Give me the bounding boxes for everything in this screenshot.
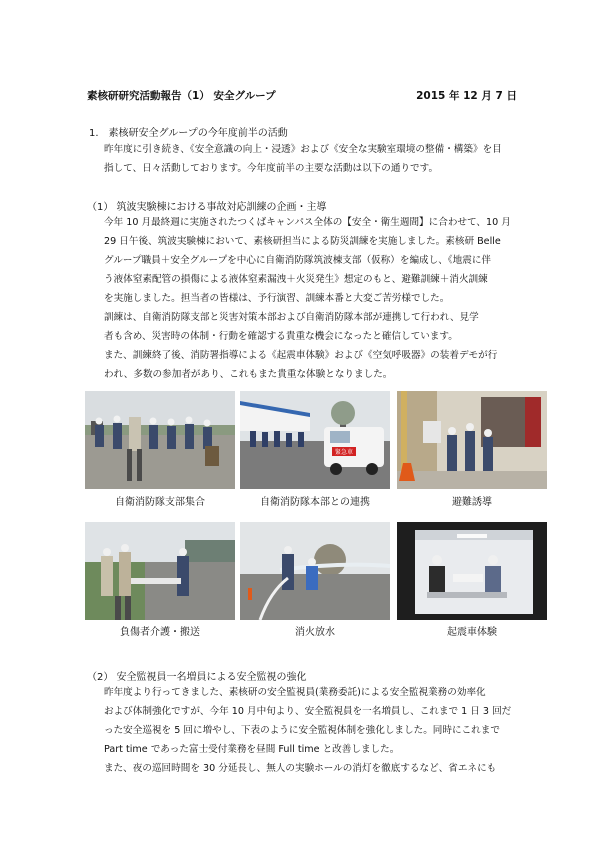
photo-assembly (85, 391, 235, 489)
report-title: 素核研研究活動報告（1） 安全グループ (87, 90, 276, 102)
text-line: および体制強化ですが、今年 10 月中旬より、安全監視員を一名増員し、これまで 1 日 3 回だ (104, 706, 512, 717)
text-line: Part time であった富士受付業務を昼間 Full time と改善しました。 (104, 744, 400, 755)
text-line: また、訓練終了後、消防署指導による《起震車体験》および《空気呼吸器》の装着デモが行 (104, 350, 498, 361)
photo-fire-hose (240, 522, 390, 620)
subsection-2-heading: （2） 安全監視員一名増員による安全監視の強化 (87, 672, 307, 683)
photo-caption: 自衛消防隊支部集合 (115, 497, 205, 508)
text-line: 者も含め、災害時の体制・行動を確認する貴重な機会になったと確信しています。 (104, 331, 458, 342)
text-line: 指して、日々活動しております。今年度前半の主要な活動は以下の通りです。 (104, 163, 439, 174)
text-line: われ、多数の参加者があり、これもまた貴重な体験となりました。 (104, 369, 393, 380)
text-line: 訓練は、自衛消防隊支部と災害対策本部および自衛消防隊本部が連携して行われ、見学 (104, 312, 479, 323)
van-sign: 緊急車 (334, 449, 354, 456)
subsection-1-body (104, 213, 511, 384)
section-1-body (104, 140, 502, 178)
photo-caption: 起震車体験 (447, 627, 497, 638)
photo-casualty-transport (85, 522, 235, 620)
photo-caption: 消火放水 (295, 627, 335, 638)
report-date: 2015 年 12 月 7 日 (416, 90, 517, 102)
photo-caption: 自衛消防隊本部との連携 (260, 497, 370, 508)
subsection-2-body (104, 683, 511, 778)
photo-evacuation (397, 391, 547, 489)
subsection-1-heading: （1） 筑波実験棟における事故対応訓練の企画・主導 (87, 202, 327, 213)
text-line: 昨年度より行ってきました、素核研の安全監視員(業務委託)による安全監視業務の効率化 (104, 687, 486, 698)
text-line: 29 日午後、筑波実験棟において、素核研担当による防災訓練を実施しました。素核研 Belle (104, 236, 501, 247)
text-line: 昨年度に引き続き、《安全意識の向上・浸透》および《安全な実験室環境の整備・構築》を目 (104, 144, 502, 155)
text-line: グループ職員＋安全グループを中心に自衛消防隊筑波棟支部（仮称）を編成し、《地震に伴 (104, 255, 492, 266)
photo-caption: 負傷者介護・搬送 (120, 627, 200, 638)
text-line: う液体窒素配管の損傷による液体窒素漏洩＋火災発生》想定のもと、避難訓練＋消火訓練 (104, 274, 488, 285)
text-line: また、夜の巡回時間を 30 分延長し、無人の実験ホールの消灯を徹底するなど、省エネにも (104, 763, 497, 774)
photo-earthquake-simulator (397, 522, 547, 620)
photo-caption: 避難誘導 (452, 497, 492, 508)
text-line: 今年 10 月最終週に実施されたつくばキャンパス全体の【安全・衛生週間】に合わせて、10 月 (104, 217, 511, 228)
report-header (87, 88, 517, 104)
text-line: った安全巡視を 5 回に増やし、下表のように安全監視体制を強化しました。同時にこれまで (104, 725, 500, 736)
text-line: を実施しました。担当者の皆様は、予行演習、訓練本番と大変ご苦労様でした。 (104, 293, 450, 304)
photo-coordination (240, 391, 390, 489)
section-1-heading: 1. 素核研安全グループの今年度前半の活動 (89, 128, 288, 139)
